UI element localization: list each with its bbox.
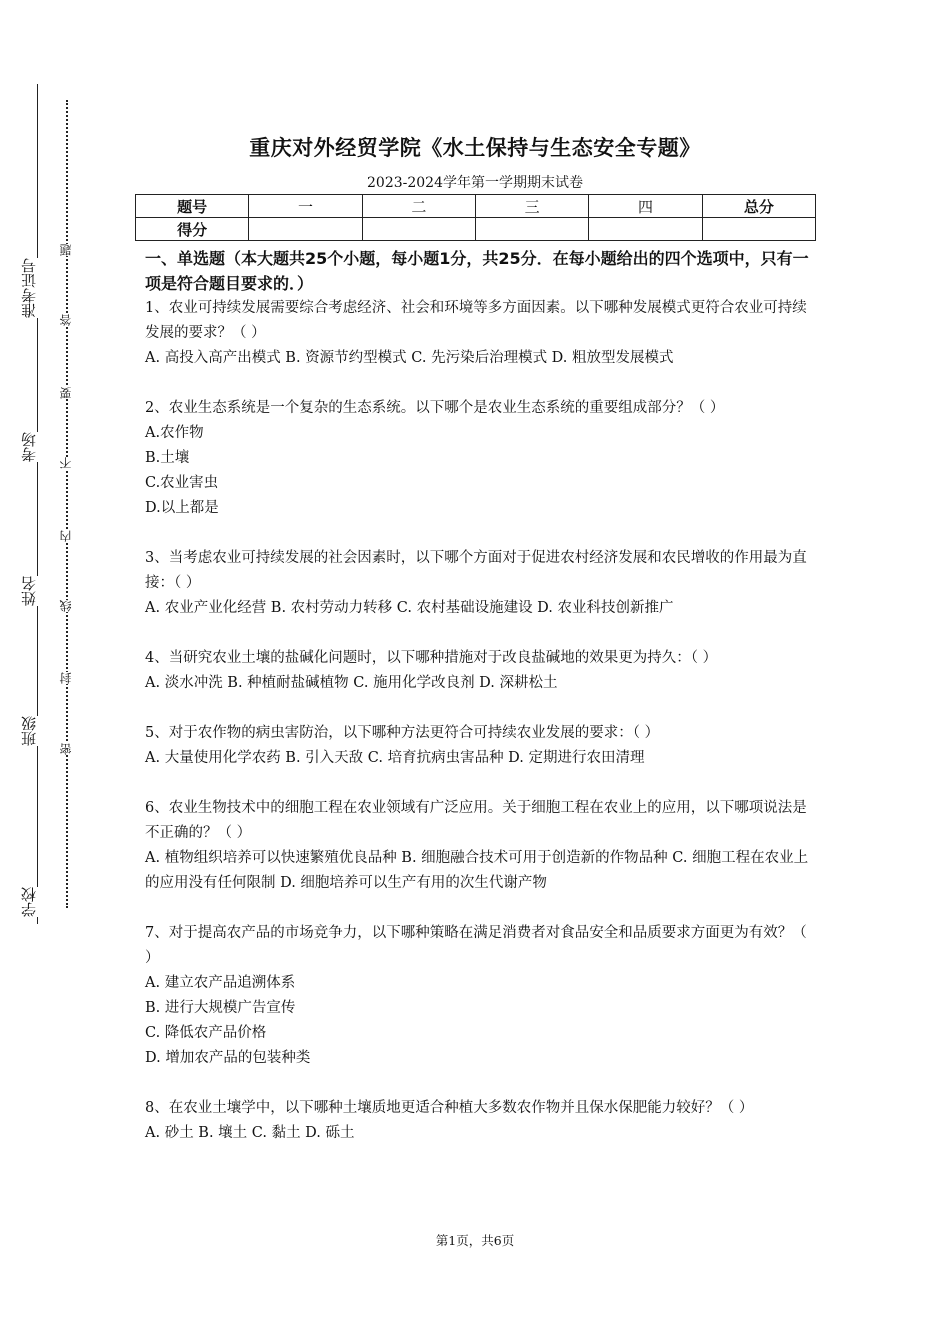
column-header: 三 <box>475 195 588 218</box>
score-table-score-row <box>136 218 816 241</box>
field-name: 姓名 <box>20 576 38 606</box>
exam-content <box>145 246 813 1146</box>
question <box>145 921 813 1071</box>
seal-char: 线 <box>59 600 73 612</box>
exam-title: 重庆对外经贸学院《水土保持与生态安全专题》 <box>249 136 701 160</box>
seal-char: 内 <box>59 530 73 542</box>
question-option: A.农作物 <box>145 425 204 441</box>
score-cell[interactable] <box>475 218 588 241</box>
question-stem: 4、当研究农业土壤的盐碱化问题时，以下哪种措施对于改良盐碱地的效果更为持久：（ ） <box>145 650 718 666</box>
score-cell-total[interactable] <box>702 218 815 241</box>
question-stem: 3、当考虑农业可持续发展的社会因素时，以下哪个方面对于促进农村经济发展和农民增收的作用最为直接：（ ） <box>145 550 807 591</box>
exam-subtitle: 2023-2024学年第一学期期末试卷 <box>367 175 583 191</box>
question-option: D.以上都是 <box>145 500 219 516</box>
question-option: A. 建立农产品追溯体系 <box>145 975 296 991</box>
score-table <box>135 194 816 241</box>
question-stem: 2、农业生态系统是一个复杂的生态系统。以下哪个是农业生态系统的重要组成部分？（ ） <box>145 400 725 416</box>
question <box>145 796 813 896</box>
seal-char: 要 <box>59 387 73 399</box>
score-cell[interactable] <box>249 218 362 241</box>
question-stem: 1、农业可持续发展需要综合考虑经济、社会和环境等多方面因素。以下哪种发展模式更符合农业可持续发展的要求？（ ） <box>145 300 807 341</box>
question-stem: 8、在农业土壤学中，以下哪种土壤质地更适合种植大多数农作物并且保水保肥能力较好？（ ） <box>145 1100 754 1116</box>
question-option: B.土壤 <box>145 450 190 466</box>
column-header: 一 <box>249 195 362 218</box>
question <box>145 396 813 521</box>
field-school: 学校 <box>20 887 38 917</box>
question-stem: 6、农业生物技术中的细胞工程在农业领域有广泛应用。关于细胞工程在农业上的应用，以下哪项说法是不正确的？（ ） <box>145 800 807 841</box>
question-options: A. 高投入高产出模式 B. 资源节约型模式 C. 先污染后治理模式 D. 粗放型发展模式 <box>145 350 674 366</box>
column-header: 四 <box>589 195 702 218</box>
question <box>145 1096 813 1146</box>
field-admission-number: 准考证号 <box>20 258 38 318</box>
column-header: 二 <box>362 195 475 218</box>
question-option: D. 增加农产品的包装种类 <box>145 1050 311 1066</box>
question-options: A. 植物组织培养可以快速繁殖优良品种 B. 细胞融合技术可用于创造新的作物品种 C. 细胞工程在农业上的应用没有任何限制 D. 细胞培养可以生产有用的次生代谢产物 <box>145 850 809 891</box>
question-option: C.农业害虫 <box>145 475 219 491</box>
section-heading: 一、单选题（本大题共25个小题，每小题1分，共25分．在每小题给出的四个选项中，只有一项是符合题目要求的．） <box>145 249 809 293</box>
seal-char: 密 <box>59 743 73 755</box>
row-label-question-number: 题号 <box>136 195 249 218</box>
binding-line <box>37 84 38 924</box>
question-stem: 5、对于农作物的病虫害防治，以下哪种方法更符合可持续农业发展的要求：（ ） <box>145 725 660 741</box>
field-exam-room: 考场 <box>20 432 38 462</box>
seal-char: 不 <box>59 457 73 469</box>
question <box>145 546 813 621</box>
column-header-total: 总分 <box>702 195 815 218</box>
seal-char: 答 <box>59 314 73 326</box>
score-cell[interactable] <box>362 218 475 241</box>
question <box>145 721 813 771</box>
score-cell[interactable] <box>589 218 702 241</box>
question <box>145 296 813 371</box>
row-label-score: 得分 <box>136 218 249 241</box>
question-option: B. 进行大规模广告宣传 <box>145 1000 296 1016</box>
seal-char: 封 <box>59 672 73 684</box>
question-options: A. 砂土 B. 壤土 C. 黏土 D. 砾土 <box>145 1125 355 1141</box>
question-option: C. 降低农产品价格 <box>145 1025 267 1041</box>
question <box>145 646 813 696</box>
score-table-header-row <box>136 195 816 218</box>
question-options: A. 农业产业化经营 B. 农村劳动力转移 C. 农村基础设施建设 D. 农业科技创新推广 <box>145 600 674 616</box>
question-stem: 7、对于提高农产品的市场竞争力，以下哪种策略在满足消费者对食品安全和品质要求方面更为有效？（ ） <box>145 925 807 966</box>
field-class: 班级 <box>20 716 38 746</box>
seal-dotted-line <box>66 100 68 908</box>
question-options: A. 大量使用化学农药 B. 引入天敌 C. 培育抗病虫害品种 D. 定期进行农田清理 <box>145 750 645 766</box>
question-options: A. 淡水冲洗 B. 种植耐盐碱植物 C. 施用化学改良剂 D. 深耕松土 <box>145 675 558 691</box>
seal-char: 题 <box>59 244 73 256</box>
page-number: 第1页，共6页 <box>435 1233 515 1248</box>
